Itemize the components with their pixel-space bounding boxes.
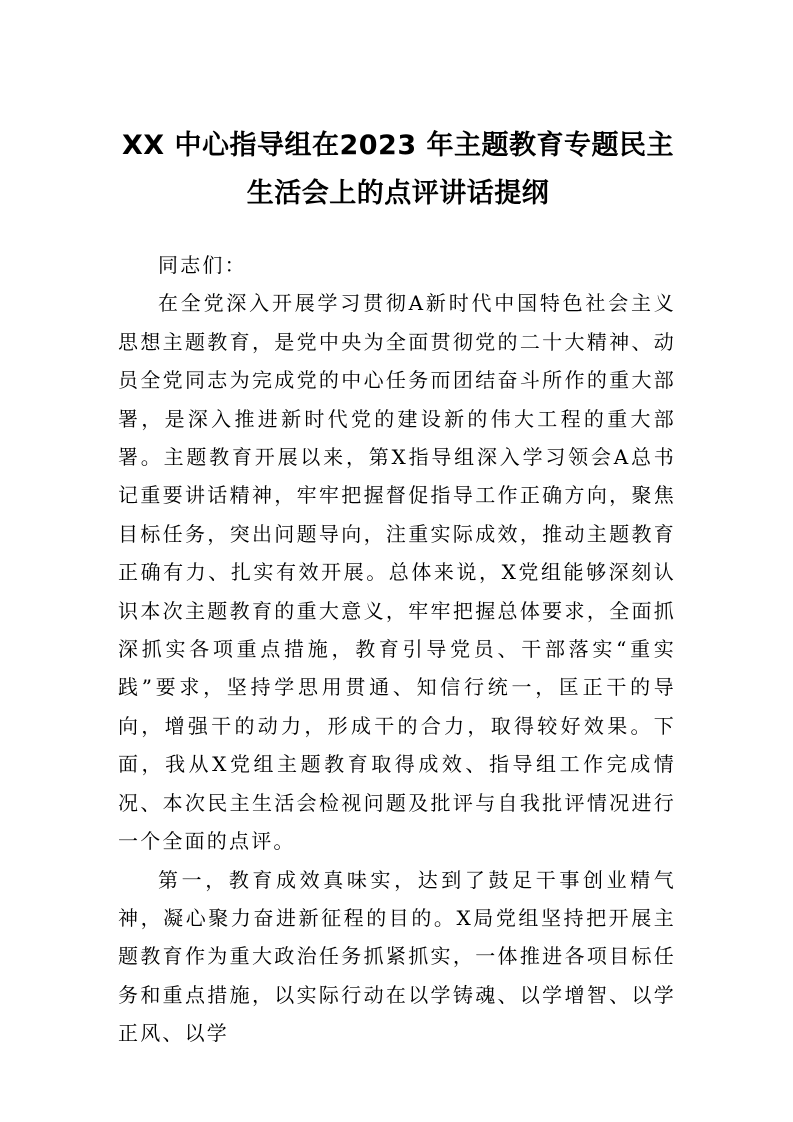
paragraph: 第一，教育成效真味实，达到了鼓足干事创业精气神，凝心聚力奋进新征程的目的。X局党组坚持把开展主题教育作为重大政治任务抓紧抓实，一体推进各项目标任务和重点措施，以实际行动在以学铸魂、以学增智、以学正风、以学 bbox=[118, 867, 676, 1046]
document-title: XX 中心指导组在2023 年主题教育专题民主生活会上的点评讲话提纲 bbox=[121, 130, 675, 209]
salutation: 同志们： bbox=[158, 253, 247, 277]
paragraph: 在全党深入开展学习贯彻A新时代中国特色社会主义思想主题教育，是党中央为全面贯彻党的二十大精神、动员全党同志为完成党的中心任务而团结奋斗所作的重大部署，是深入推进新时代党的建设新的伟大工程的重大部署。主题教育开展以来，第X指导组深入学习领会A总书记重要讲话精神，牢牢把握督促指导工作正确方向，聚焦目标任务，突出问题导向，注重实际成效，推动主题教育正确有力、扎实有效开展。总体来说，X党组能够深刻认识本次主题教育的重大意义，牢牢把握总体要求，全面抓深抓实各项重点措施，教育引导党员、干部落实“重实践”要求，坚持学思用贯通、知信行统一，匡正干的导向，增强干的动力，形成干的合力，取得较好效果。下面，我从X党组主题教育取得成效、指导组工作完成情况、本次民主生活会检视问题及批评与自我批评情况进行一个全面的点评。 bbox=[118, 291, 676, 854]
document-body bbox=[118, 246, 676, 1053]
